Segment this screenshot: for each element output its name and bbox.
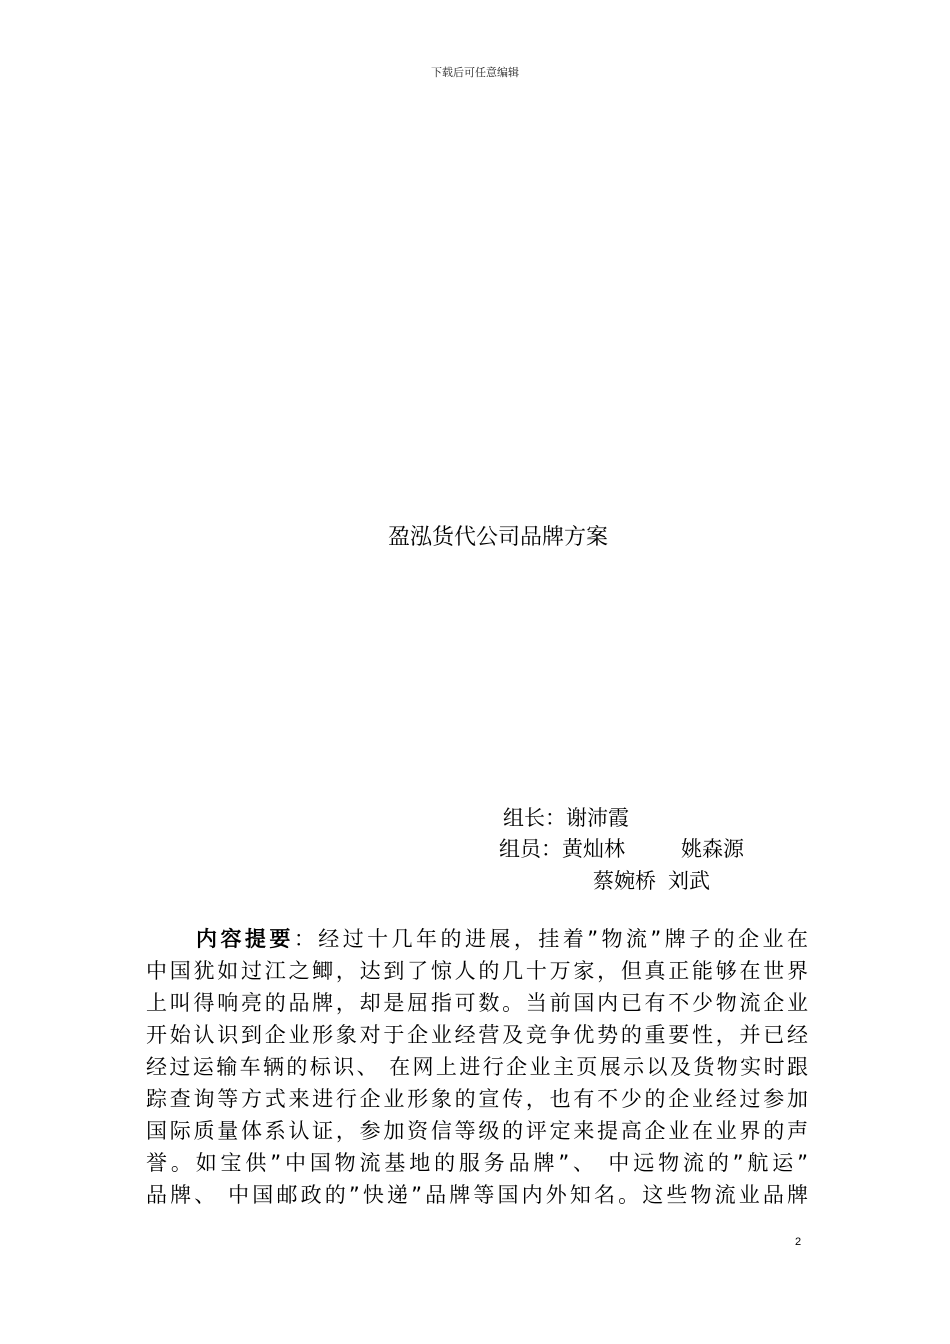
team-member-3: 蔡婉桥 xyxy=(593,869,656,893)
document-title: 盈泓货代公司品牌方案 xyxy=(387,525,608,550)
team-leader: 组长：谢沛霞 xyxy=(503,806,629,830)
page-number: 2 xyxy=(795,1236,802,1248)
abstract-line-text: ：经过十几年的进展，挂着”物流”牌子的企业在 xyxy=(293,927,809,951)
abstract-line: 中国犹如过江之鲫，达到了惊人的几十万家，但真正能够在世界 xyxy=(146,959,808,983)
abstract-label: 内容提要 xyxy=(196,927,294,951)
abstract-line: 品牌、 中国邮政的”快递”品牌等国内外知名。这些物流业品牌 xyxy=(146,1183,808,1207)
abstract-line: 国际质量体系认证，参加资信等级的评定来提高企业在业界的声 xyxy=(146,1119,808,1143)
abstract-line: 经过运输车辆的标识、 在网上进行企业主页展示以及货物实时跟 xyxy=(146,1055,808,1079)
team-members-first: 组员：黄灿林 xyxy=(499,837,625,861)
abstract-paragraph xyxy=(146,923,808,1211)
abstract-line: 誉。如宝供”中国物流基地的服务品牌”、 中远物流的”航运” xyxy=(146,1151,808,1175)
abstract-line: 上叫得响亮的品牌，却是屈指可数。当前国内已有不少物流企业 xyxy=(146,991,808,1015)
team-members-continued xyxy=(593,866,710,896)
team-member-4: 刘武 xyxy=(668,869,710,893)
abstract-line: 踪查询等方式来进行企业形象的宣传，也有不少的企业经过参加 xyxy=(146,1087,808,1111)
header-note: 下载后可任意编辑 xyxy=(431,66,519,79)
team-member-2: 姚森源 xyxy=(681,837,744,861)
team-members xyxy=(499,834,744,864)
abstract-line: 开始认识到企业形象对于企业经营及竞争优势的重要性，并已经 xyxy=(146,1023,808,1047)
abstract-line xyxy=(146,923,808,955)
